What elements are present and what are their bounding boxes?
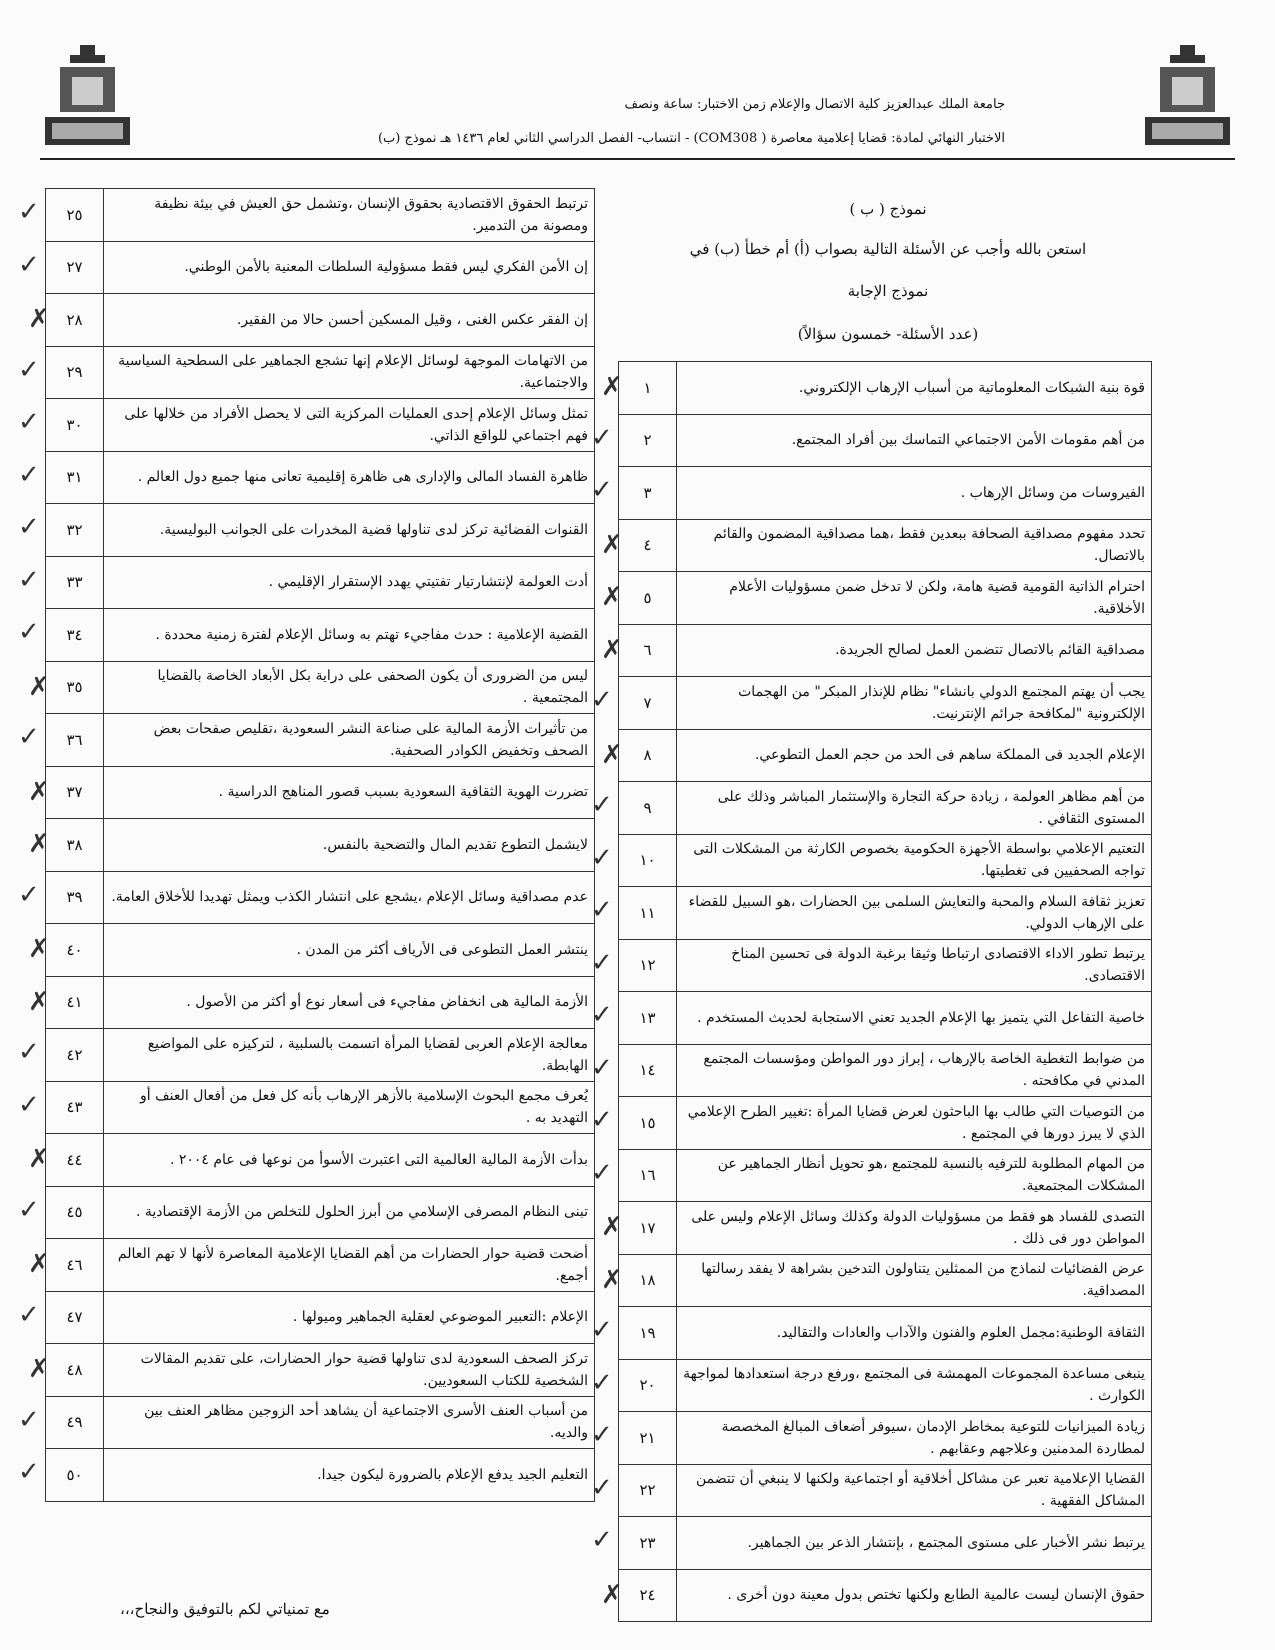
question-number-label: ١٤	[639, 1061, 656, 1080]
question-number	[18, 1081, 104, 1134]
question-text: تضررت الهوية الثقافية السعودية بسبب قصور المناهج الدراسية .	[104, 766, 595, 819]
question-row	[619, 1359, 1152, 1412]
wrong-mark-icon: ✗	[601, 372, 623, 402]
question-number	[18, 241, 104, 294]
correct-mark-icon: ✓	[18, 1194, 40, 1225]
header-university-line: جامعة الملك عبدالعزيز كلية الاتصال والإعلام زمن الاختبار: ساعة ونصف	[624, 97, 1005, 112]
question-row	[619, 677, 1152, 730]
correct-mark-icon: ✓	[591, 1105, 613, 1135]
question-number-label: ١٠	[639, 851, 656, 870]
question-number-label: ١٣	[639, 1008, 656, 1027]
correct-mark-icon: ✓	[591, 1157, 613, 1188]
correct-mark-icon: ✓	[591, 1052, 613, 1083]
question-number-label: ٣٦	[66, 730, 83, 749]
question-number	[18, 346, 104, 399]
question-number-label: ١١	[639, 903, 656, 922]
correct-mark-icon: ✓	[591, 1000, 613, 1030]
question-text: تحدد مفهوم مصداقية الصحافة ببعدين فقط ،هما مصداقية المضمون والقائم بالاتصال.	[677, 519, 1152, 572]
question-text: إن الأمن الفكري ليس فقط مسؤولية السلطات المعنية بالأمن الوطني.	[104, 241, 595, 294]
question-row	[619, 1097, 1152, 1150]
question-row	[46, 1029, 595, 1082]
wrong-mark-icon: ✗	[28, 986, 50, 1017]
question-number-label: ٢٩	[66, 363, 83, 382]
question-text: القضية الإعلامية : حدث مفاجيء تهتم به وسائل الإعلام لفترة زمنية محددة .	[104, 609, 595, 662]
wrong-mark-icon: ✗	[601, 634, 623, 665]
question-text: القنوات الفضائية تركز لدى تناولها قضية المخدرات على الجوانب البوليسية.	[104, 504, 595, 557]
question-number-label: ٢٨	[66, 310, 83, 329]
question-row	[619, 1517, 1152, 1570]
question-number-label: ١٧	[639, 1218, 656, 1237]
correct-mark-icon: ✓	[18, 512, 40, 542]
question-number	[18, 1449, 104, 1502]
question-text: التعليم الجيد يدفع الإعلام بالضرورة ليكون جيدا.	[104, 1449, 595, 1502]
question-number	[601, 362, 677, 415]
question-number-label: ٣٧	[66, 783, 83, 802]
question-row	[619, 1464, 1152, 1517]
question-row	[46, 189, 595, 242]
question-number	[28, 819, 104, 872]
question-number-label: ٢٣	[639, 1533, 656, 1552]
question-text: حقوق الإنسان ليست عالمية الطابع ولكنها تختص بدول معينة دون أخرى .	[677, 1569, 1152, 1622]
question-row	[619, 834, 1152, 887]
question-number	[601, 572, 677, 625]
question-text: يرتبط نشر الأخبار على مستوى المجتمع ، بإنتشار الذعر بين الجماهير.	[677, 1517, 1152, 1570]
question-row	[46, 819, 595, 872]
wrong-mark-icon: ✗	[601, 582, 623, 612]
correct-mark-icon: ✓	[18, 1037, 40, 1067]
question-number	[601, 1254, 677, 1307]
question-number	[601, 1569, 677, 1622]
correct-mark-icon: ✓	[591, 842, 613, 873]
correct-mark-icon: ✓	[18, 249, 40, 280]
question-number-label: ١٩	[639, 1323, 656, 1342]
question-row	[619, 1569, 1152, 1622]
question-number	[18, 451, 104, 504]
question-text: من أهم مقومات الأمن الاجتماعي التماسك بين أفراد المجتمع.	[677, 414, 1152, 467]
question-number	[18, 1029, 104, 1082]
question-number	[28, 766, 104, 819]
question-text: مصداقية القائم بالاتصال تتضمن العمل لصالح الجريدة.	[677, 624, 1152, 677]
question-text: تعزيز ثقافة السلام والمحبة والتعايش السلمى بين الحضارات ،هو السبيل للقضاء على الإرهاب الدولي.	[677, 887, 1152, 940]
question-number	[28, 1134, 104, 1187]
question-text: أدت العولمة لإنتشارتيار تفتيتي يهدد الإستقرار الإقليمي .	[104, 556, 595, 609]
exam-header	[40, 35, 1235, 155]
correct-mark-icon: ✓	[591, 895, 613, 925]
question-row	[619, 992, 1152, 1045]
question-number	[18, 556, 104, 609]
question-text: من الاتهامات الموجهة لوسائل الإعلام إنها تشجع الجماهير على السطحية السياسية والاجتماعية.	[104, 346, 595, 399]
correct-mark-icon: ✓	[591, 475, 613, 505]
question-number	[591, 1517, 677, 1570]
question-number	[591, 782, 677, 835]
question-number-label: ٢٠	[639, 1376, 656, 1395]
question-number	[591, 1097, 677, 1150]
question-row	[46, 1239, 595, 1292]
question-row	[46, 766, 595, 819]
wrong-mark-icon: ✗	[28, 304, 50, 334]
question-number-label: ٣١	[66, 468, 83, 487]
correct-mark-icon: ✓	[18, 564, 40, 595]
correct-mark-icon: ✓	[18, 354, 40, 385]
correct-mark-icon: ✓	[18, 197, 40, 227]
correct-mark-icon: ✓	[18, 617, 40, 647]
question-text: التصدى للفساد هو فقط من مسؤوليات الدولة وكذلك وسائل الإعلام وليس على المواطن دور فى ذلك .	[677, 1202, 1152, 1255]
question-row	[619, 1254, 1152, 1307]
correct-mark-icon: ✓	[18, 879, 40, 910]
question-text: الإعلام :التعبير الموضوعي لعقلية الجماهير وميولها .	[104, 1291, 595, 1344]
question-row	[619, 887, 1152, 940]
question-number	[591, 1044, 677, 1097]
question-row	[46, 609, 595, 662]
correct-mark-icon: ✓	[591, 947, 613, 978]
correct-mark-icon: ✓	[591, 1472, 613, 1503]
question-number	[591, 414, 677, 467]
question-text: الثقافة الوطنية:مجمل العلوم والفنون والآداب والعادات والتقاليد.	[677, 1307, 1152, 1360]
correct-mark-icon: ✓	[18, 722, 40, 752]
question-row	[619, 624, 1152, 677]
question-number-label: ٤١	[66, 993, 83, 1012]
question-text: يجب أن يهتم المجتمع الدولي بانشاء" نظام للإنذار المبكر" من الهجمات الإلكترونية "لمكافحة جرائم الإنترنيت.	[677, 677, 1152, 730]
instructions: استعن بالله وأجب عن الأسئلة التالية بصواب (أ) أم خطأ (ب) في	[689, 240, 1087, 258]
question-text: احترام الذاتية القومية قضية هامة، ولكن لا تدخل ضمن مسؤوليات الأعلام الأخلاقية.	[677, 572, 1152, 625]
wrong-mark-icon: ✗	[601, 529, 623, 560]
question-number-label: ٤٠	[66, 940, 83, 959]
question-text: ترتبط الحقوق الاقتصادية بحقوق الإنسان ،وتشمل حق العيش في بيئة نظيفة ومصونة من التدمير.	[104, 189, 595, 242]
correct-mark-icon: ✓	[591, 1315, 613, 1345]
question-text: الفيروسات من وسائل الإرهاب .	[677, 467, 1152, 520]
question-text: من المهام المطلوبة للترفيه بالنسبة للمجتمع ،هو تحويل أنظار الجماهير عن المشكلات المجتمعية.	[677, 1149, 1152, 1202]
question-number	[18, 871, 104, 924]
question-text: ظاهرة الفساد المالى والإدارى هى ظاهرة إقليمية تعانى منها جميع دول العالم .	[104, 451, 595, 504]
question-text: تركز الصحف السعودية لدى تناولها قضية حوار الحضارات، على تقديم المقالات الشخصية للكتاب السعوديين.	[104, 1344, 595, 1397]
question-number-label: ٤٦	[66, 1255, 83, 1274]
question-row	[46, 1186, 595, 1239]
question-row	[619, 519, 1152, 572]
question-number	[591, 939, 677, 992]
wrong-mark-icon: ✗	[28, 829, 50, 859]
question-number	[28, 976, 104, 1029]
question-text: تبنى النظام المصرفى الإسلامي من أبرز الحلول للتخلص من الأزمة الإقتصادية .	[104, 1186, 595, 1239]
question-text: عدم مصداقية وسائل الإعلام ،يشجع على انتشار الكذب ويمثل تهديدا للأخلاق العامة.	[104, 871, 595, 924]
question-count: (عدد الأسئلة- خمسون سؤالاً)	[797, 325, 979, 343]
questions-column-right	[591, 361, 1152, 1622]
question-text: لايشمل التطوع تقديم المال والتضحية بالنفس.	[104, 819, 595, 872]
university-logo-right	[1140, 45, 1235, 150]
wrong-mark-icon: ✗	[601, 1212, 623, 1242]
question-text: من أسباب العنف الأسرى الاجتماعية أن يشاهد أحد الزوجين مظاهر العنف بين والديه.	[104, 1396, 595, 1449]
question-row	[619, 1307, 1152, 1360]
question-number	[18, 399, 104, 452]
question-text: التعتيم الإعلامي بواسطة الأجهزة الحكومية بخصوص الكارثة من المشكلات التى تواجه الصحفيين فى تغطيتها.	[677, 834, 1152, 887]
header-exam-line: الاختبار النهائي لمادة: قضايا إعلامية معاصرة ( COM308) - انتساب- الفصل الدراسي الثاني لعام ١٤٣٦ هـ نموذج (ب)	[377, 131, 1005, 146]
question-number	[591, 1359, 677, 1412]
correct-mark-icon: ✓	[591, 685, 613, 715]
question-text: ينتشر العمل التطوعى فى الأرياف أكثر من المدن .	[104, 924, 595, 977]
question-number	[18, 609, 104, 662]
questions-table-left	[18, 188, 595, 1502]
question-number	[18, 1291, 104, 1344]
correct-mark-icon: ✓	[18, 1299, 40, 1330]
correct-mark-icon: ✓	[591, 1420, 613, 1450]
question-row	[619, 939, 1152, 992]
question-number-label: ١٨	[639, 1271, 656, 1290]
question-number	[591, 1149, 677, 1202]
question-text: الإعلام الجديد فى المملكة ساهم فى الحد من حجم العمل التطوعي.	[677, 729, 1152, 782]
question-number-label: ٤٧	[66, 1308, 83, 1327]
correct-mark-icon: ✓	[591, 1525, 613, 1555]
question-text: من التوصيات التي طالب بها الباحثون لعرض قضايا المرأة :تغيير الطرح الإعلامي الذي لا يبرز دورها في المجتمع .	[677, 1097, 1152, 1150]
question-number-label: ٢٥	[66, 205, 83, 224]
question-number	[601, 1202, 677, 1255]
question-number	[591, 1307, 677, 1360]
question-number	[591, 992, 677, 1045]
question-row	[46, 399, 595, 452]
wrong-mark-icon: ✗	[28, 1249, 50, 1279]
question-number-label: ٩	[643, 798, 652, 817]
question-text: من ضوابط التغطية الخاصة بالإرهاب ، إبراز دور المواطن ومؤسسات المجتمع المدني في مكافحته .	[677, 1044, 1152, 1097]
wrong-mark-icon: ✗	[28, 1354, 50, 1384]
question-number-label: ٢١	[639, 1428, 656, 1447]
question-number-label: ٣٨	[66, 835, 83, 854]
question-number	[28, 294, 104, 347]
question-number	[601, 729, 677, 782]
question-text: القضايا الإعلامية تعبر عن مشاكل أخلاقية أو اجتماعية ولكنها لا ينبغي أن تتضمن المشاكل الفقهية .	[677, 1464, 1152, 1517]
question-number	[28, 1344, 104, 1397]
correct-mark-icon: ✓	[18, 1404, 40, 1435]
wrong-mark-icon: ✗	[28, 1144, 50, 1174]
wrong-mark-icon: ✗	[601, 1264, 623, 1295]
correct-mark-icon: ✓	[18, 1089, 40, 1120]
question-row	[46, 924, 595, 977]
correct-mark-icon: ✓	[591, 790, 613, 820]
question-row	[46, 976, 595, 1029]
question-number-label: ٤٢	[66, 1045, 83, 1064]
question-number-label: ٣	[643, 483, 652, 502]
question-row	[46, 1449, 595, 1502]
question-row	[619, 414, 1152, 467]
question-row	[619, 1412, 1152, 1465]
question-number	[18, 1396, 104, 1449]
wrong-mark-icon: ✗	[28, 934, 50, 964]
question-text: ليس من الضرورى أن يكون الصحفى على دراية بكل الأبعاد الخاصة بالقضايا المجتمعية .	[104, 661, 595, 714]
university-emblem-icon	[1140, 45, 1235, 150]
question-number	[591, 677, 677, 730]
question-row	[619, 467, 1152, 520]
question-text: ينبغى مساعدة المجموعات المهمشة فى المجتمع ،ورفع درجة استعدادها لمواجهة الكوارث .	[677, 1359, 1152, 1412]
question-row	[46, 1344, 595, 1397]
question-number-label: ٤٤	[66, 1150, 83, 1169]
question-row	[46, 346, 595, 399]
question-number-label: ٧	[643, 693, 652, 712]
correct-mark-icon: ✓	[591, 422, 613, 453]
question-text: تمثل وسائل الإعلام إحدى العمليات المركزية التى لا يحصل الأفراد من خلالها على فهم اجتماعي للواقع الذاتي.	[104, 399, 595, 452]
question-number-label: ٣٩	[66, 888, 83, 907]
question-number-label: ٢٧	[66, 258, 83, 277]
correct-mark-icon: ✓	[18, 459, 40, 490]
university-emblem-icon	[40, 45, 135, 150]
question-row	[46, 241, 595, 294]
answer-model-label: نموذج الإجابة	[847, 282, 929, 300]
question-number-label: ٦	[643, 641, 652, 660]
question-row	[46, 556, 595, 609]
question-number-label: ٥	[643, 588, 652, 607]
question-number-label: ٣٥	[66, 678, 83, 697]
questions-table-right	[591, 361, 1152, 1622]
wrong-mark-icon: ✗	[601, 1579, 623, 1610]
question-text: من تأثيرات الأزمة المالية على صناعة النشر السعودية ،تقليص صفحات بعض الصحف وتخفيض الكوادر الصحفية.	[104, 714, 595, 767]
wrong-mark-icon: ✗	[28, 671, 50, 702]
question-number-label: ٣٣	[66, 573, 83, 592]
question-number-label: ١٢	[639, 956, 656, 975]
question-number	[18, 1186, 104, 1239]
correct-mark-icon: ✓	[18, 407, 40, 437]
questions-column-left	[18, 188, 595, 1502]
question-text: يرتبط تطور الاداء الاقتصادى ارتباطا وثيقا برغبة الدولة فى تحسين المناخ الاقتصادى.	[677, 939, 1152, 992]
question-row	[46, 1134, 595, 1187]
question-text: الأزمة المالية هى انخفاض مفاجيء فى أسعار نوع أو أكثر من الأصول .	[104, 976, 595, 1029]
question-row	[46, 1396, 595, 1449]
question-text: خاصية التفاعل التي يتميز بها الإعلام الجديد تعني الاستجابة لحديث المستخدم .	[677, 992, 1152, 1045]
correct-mark-icon: ✓	[591, 1367, 613, 1398]
question-row	[46, 504, 595, 557]
closing-wishes: مع تمنياتي لكم بالتوفيق والنجاح،،،	[120, 1600, 330, 1618]
question-number	[28, 661, 104, 714]
question-row	[619, 782, 1152, 835]
question-number-label: ٢	[643, 431, 652, 450]
question-number	[18, 714, 104, 767]
question-number	[28, 1239, 104, 1292]
question-row	[619, 729, 1152, 782]
wrong-mark-icon: ✗	[28, 776, 50, 807]
question-row	[619, 1044, 1152, 1097]
question-row	[46, 1291, 595, 1344]
question-text: معالجة الإعلام العربى لقضايا المرأة اتسمت بالسلبية ، لتركيزه على المواضيع الهابطة.	[104, 1029, 595, 1082]
correct-mark-icon: ✓	[18, 1457, 40, 1487]
question-number-label: ٢٤	[639, 1586, 656, 1605]
question-number-label: ٤	[643, 536, 652, 555]
question-number-label: ٨	[643, 746, 652, 765]
question-text: عرض الفضائيات لنماذج من الممثلين يتناولون التدخين بشراهة لا يفقد رسالتها المصداقية.	[677, 1254, 1152, 1307]
question-number-label: ٣٠	[66, 415, 83, 434]
question-number-label: ١	[643, 378, 652, 397]
question-number-label: ٢٢	[639, 1481, 656, 1500]
question-row	[46, 1081, 595, 1134]
question-number	[18, 504, 104, 557]
question-number	[591, 467, 677, 520]
header-divider	[40, 158, 1235, 160]
question-number	[601, 624, 677, 677]
question-row	[619, 1202, 1152, 1255]
question-row	[46, 661, 595, 714]
question-text: زيادة الميزانيات للتوعية بمخاطر الإدمان ،سيوفر أضعاف المبالغ المخصصة لمطاردة المدمنين وعلاجهم وعقابهم .	[677, 1412, 1152, 1465]
question-row	[619, 572, 1152, 625]
question-number-label: ٤٨	[66, 1360, 83, 1379]
question-number	[18, 189, 104, 242]
question-row	[46, 294, 595, 347]
question-number-label: ٤٣	[66, 1098, 83, 1117]
question-row	[619, 1149, 1152, 1202]
question-number	[591, 887, 677, 940]
question-text: قوة بنية الشبكات المعلوماتية من أسباب الإرهاب الإلكتروني.	[677, 362, 1152, 415]
question-number-label: ٣٤	[66, 625, 83, 644]
question-number-label: ٤٥	[66, 1203, 83, 1222]
wrong-mark-icon: ✗	[601, 739, 623, 770]
question-number-label: ٣٢	[66, 520, 83, 539]
question-number-label: ١٦	[639, 1166, 656, 1185]
question-number	[591, 1412, 677, 1465]
question-row	[46, 871, 595, 924]
university-logo-left	[40, 45, 135, 150]
question-number-label: ١٥	[639, 1113, 656, 1132]
question-number	[591, 1464, 677, 1517]
question-row	[46, 714, 595, 767]
question-row	[619, 362, 1152, 415]
question-text: من أهم مظاهر العولمة ، زيادة حركة التجارة والإستثمار المباشر وذلك على المستوى الثقافي .	[677, 782, 1152, 835]
question-number-label: ٥٠	[66, 1465, 83, 1484]
question-text: بدأت الأزمة المالية العالمية التى اعتبرت الأسوأ من نوعها فى عام ٢٠٠٤ .	[104, 1134, 595, 1187]
question-row	[46, 451, 595, 504]
model-title: نموذج ( ب )	[849, 200, 927, 218]
question-text: يُعرف مجمع البحوث الإسلامية بالأزهر الإرهاب بأنه كل فعل من أفعال العنف أو التهديد به .	[104, 1081, 595, 1134]
question-number-label: ٤٩	[66, 1413, 83, 1432]
question-text: أضحت قضية حوار الحضارات من أهم القضايا الإعلامية المعاصرة لأنها لا تهم العالم أجمع.	[104, 1239, 595, 1292]
question-text: إن الفقر عكس الغنى ، وقيل المسكين أحسن حالا من الفقير.	[104, 294, 595, 347]
question-number	[591, 834, 677, 887]
question-number	[28, 924, 104, 977]
question-number	[601, 519, 677, 572]
